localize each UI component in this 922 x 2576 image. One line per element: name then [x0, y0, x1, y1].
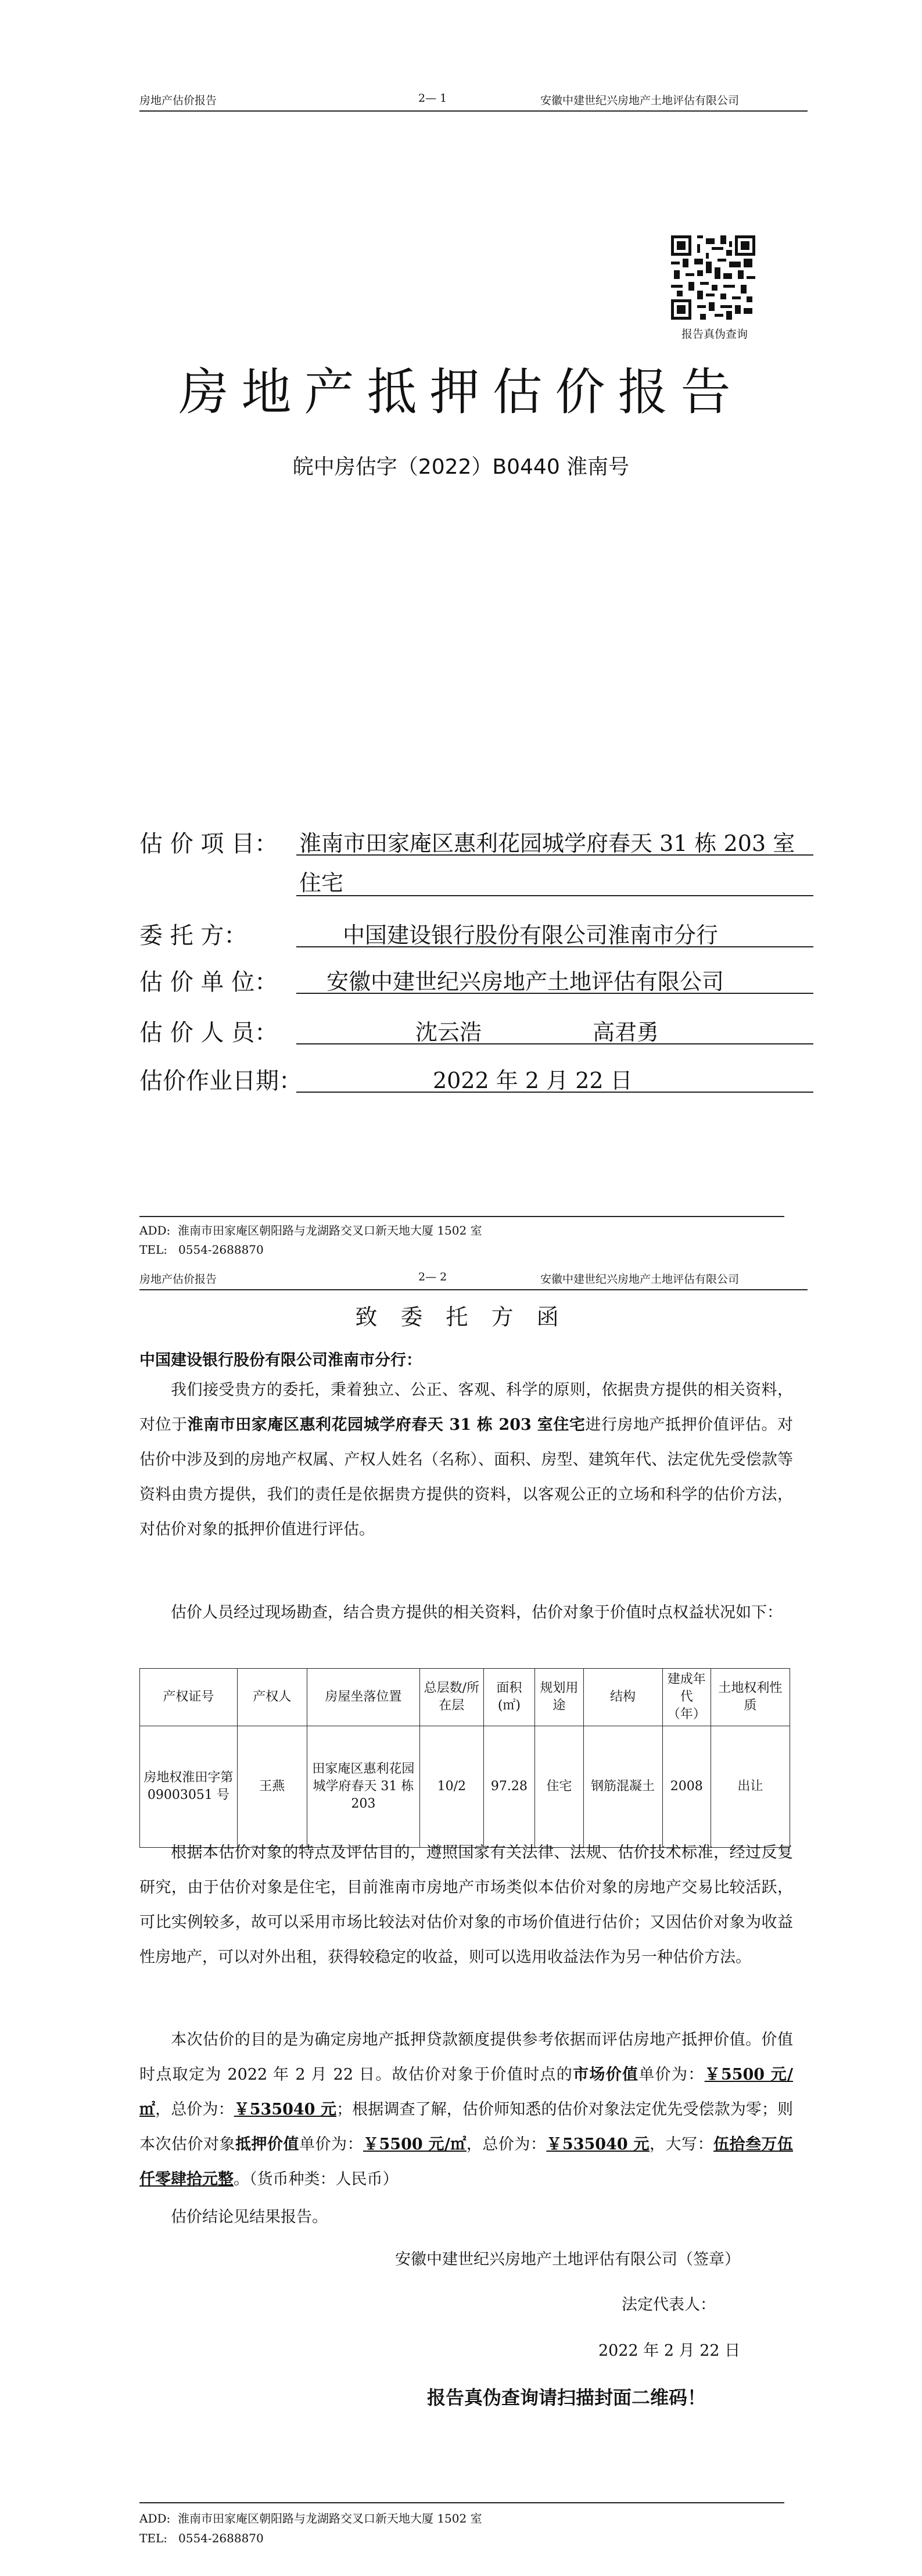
table-header-cell: 土地权利性质 [711, 1669, 790, 1726]
p1-property-address: 淮南市田家庵区惠利花园城学府春天 31 栋 203 室住宅 [187, 1416, 586, 1434]
p1-text-c: 进行房地产抵押价值评估。对估价中涉及到的房地产权属、产权人姓名（名称）、面积、房型、建筑年代、法定优先受偿款等资料由贵方提供，我们的责任是依据贵方提供的资料，以客观公正的立场和科学的估价方法，对估价对象的抵押价值进行评估。 [139, 1416, 793, 1539]
client-value: 中国建设银行股份有限公司淮南市分行 [343, 922, 719, 948]
p4-text: ；根据调查了解，估价师知悉的估价对象法定优先受偿款为零；则本次估价对象 [139, 2101, 794, 2153]
appraisers-underline [296, 1043, 813, 1044]
table-row [140, 1726, 790, 1848]
p4-text: ，总价为： [466, 2135, 547, 2153]
project-label: 估 价 项 目： [139, 831, 278, 857]
signature-representative: 法定代表人： [622, 2296, 716, 2314]
client-label: 委 托 方： [139, 922, 247, 949]
p4-text: 。（货币种类：人民币） [234, 2170, 399, 2188]
page2-footer-address: ADD: 淮南市田家庵区朝阳路与龙湖路交叉口新天地大厦 1502 室 [139, 2511, 482, 2525]
project-value-line1: 淮南市田家庵区惠利花园城学府春天 31 栋 203 室 [299, 831, 795, 856]
amount-in-words: 伍拾叁万伍仟零肆拾元整 [139, 2135, 794, 2188]
project-value-line2: 住宅 [299, 870, 344, 896]
table-header-cell: 面积(㎡) [483, 1669, 535, 1726]
mortgage-unit-price: ￥5500 元/㎡ [363, 2135, 467, 2153]
header-right: 安徽中建世纪兴房地产土地评估有限公司 [540, 1273, 740, 1286]
market-unit-price: ￥5500 元/㎡ [139, 2066, 793, 2119]
p1-text-a: 我们接受贵方的委托，秉着独立、公正、客观、科学的原则，依据贵方提供的相关资料，对位于 [139, 1381, 793, 1434]
appraiser-1: 沈云浩 [415, 1019, 482, 1045]
table-header-cell: 房屋坐落位置 [307, 1669, 419, 1726]
project-underline-1 [296, 854, 813, 856]
table-cell: 房地权淮田字第 09003051 号 [140, 1726, 238, 1848]
page1-footer-address: ADD: 淮南市田家庵区朝阳路与龙湖路交叉口新天地大厦 1502 室 [139, 1223, 482, 1237]
p4-text: ，大写： [650, 2135, 714, 2153]
market-total-price: ￥535040 元 [234, 2101, 337, 2119]
p4-text: 单价为： [299, 2135, 363, 2153]
table-header-cell: 产权人 [237, 1669, 307, 1726]
letter-title: 致 委 托 方 函 [355, 1304, 567, 1330]
unit-label: 估 价 单 位： [139, 969, 278, 996]
table-header-row [140, 1669, 790, 1726]
letter-recipient: 中国建设银行股份有限公司淮南市分行： [139, 1351, 422, 1369]
paragraph-1 [139, 1373, 793, 1547]
page2-footer-line [139, 2502, 784, 2503]
mortgage-total-price: ￥535040 元 [546, 2135, 650, 2153]
signature-date: 2022 年 2 月 22 日 [598, 2342, 741, 2360]
table-cell: 97.28 [483, 1726, 535, 1848]
header-left: 房地产估价报告 [139, 94, 217, 107]
client-underline [296, 946, 813, 947]
date-underline [296, 1092, 813, 1093]
qr-code[interactable] [671, 235, 755, 320]
unit-value: 安徽中建世纪兴房地产土地评估有限公司 [327, 969, 724, 994]
appraiser-2: 高君勇 [593, 1019, 659, 1045]
verification-notice: 报告真伪查询请扫描封面二维码！ [427, 2387, 706, 2409]
signature-company: 安徽中建世纪兴房地产土地评估有限公司（签章） [395, 2251, 740, 2269]
property-table [139, 1668, 790, 1848]
paragraph-2: 估价人员经过现场勘查，结合贵方提供的相关资料，估价对象于价值时点权益状况如下： [171, 1604, 783, 1622]
market-value-label: 市场价值 [573, 2066, 639, 2084]
page1-header [139, 87, 808, 112]
table-header-cell: 规划用途 [535, 1669, 583, 1726]
date-value: 2022 年 2 月 22 日 [433, 1068, 633, 1093]
table-header-cell: 产权证号 [140, 1669, 238, 1726]
p4-text: ，总价为： [155, 2101, 234, 2119]
mortgage-value-label: 抵押价值 [235, 2135, 299, 2153]
p4-text: 本次估价的目的是为确定房地产抵押贷款额度提供参考依据而评估房地产抵押价值。价值时点取定为 2022 年 2 月 22 日。故估价对象于价值时点的 [139, 2031, 793, 2084]
table-header-cell: 总层数/所在层 [419, 1669, 483, 1726]
unit-underline [296, 993, 813, 994]
p4-text: 单价为： [638, 2066, 705, 2084]
project-underline-2 [296, 895, 813, 896]
page1-footer-tel: TEL: 0554-2688870 [139, 1243, 264, 1257]
table-cell: 10/2 [419, 1726, 483, 1848]
page1-footer-line [139, 1216, 784, 1217]
table-cell: 住宅 [535, 1726, 583, 1848]
appraisers-label: 估 价 人 员： [139, 1019, 278, 1046]
header-left: 房地产估价报告 [139, 1273, 217, 1286]
page2-header [139, 1266, 808, 1290]
table-cell: 王燕 [237, 1726, 307, 1848]
document-number: 皖中房估字（2022）B0440 淮南号 [292, 455, 630, 479]
paragraph-3: 根据本估价对象的特点及评估目的，遵照国家有关法律、法规、估价技术标准，经过反复研究，由于估价对象是住宅，目前淮南市房地产市场类似本估价对象的房地产交易比较活跃，可比实例较多，故可以采用市场比较法对估价对象的市场价值进行估价；又因估价对象为收益性房地产，可以对外出租，获得较稳定的收益，则可以选用收益法作为另一种估价方法。 [139, 1844, 793, 1966]
table-header-cell: 建成年代（年） [662, 1669, 711, 1726]
header-page-number: 2— 1 [418, 92, 447, 105]
table-cell: 田家庵区惠利花园城学府春天 31 栋 203 [307, 1726, 419, 1848]
table-cell: 2008 [662, 1726, 711, 1848]
header-right: 安徽中建世纪兴房地产土地评估有限公司 [540, 94, 740, 107]
report-title: 房地产抵押估价报告 [178, 363, 744, 421]
paragraph-4 [139, 2023, 793, 2197]
header-page-number: 2— 2 [418, 1271, 447, 1283]
table-header-cell: 结构 [583, 1669, 662, 1726]
qr-caption: 报告真伪查询 [681, 328, 748, 341]
table-cell: 钢筋混凝土 [583, 1726, 662, 1848]
paragraph-5: 估价结论见结果报告。 [171, 2208, 328, 2226]
page2-footer-tel: TEL: 0554-2688870 [139, 2531, 264, 2545]
table-cell: 出让 [711, 1726, 790, 1848]
date-label: 估价作业日期： [139, 1068, 302, 1094]
